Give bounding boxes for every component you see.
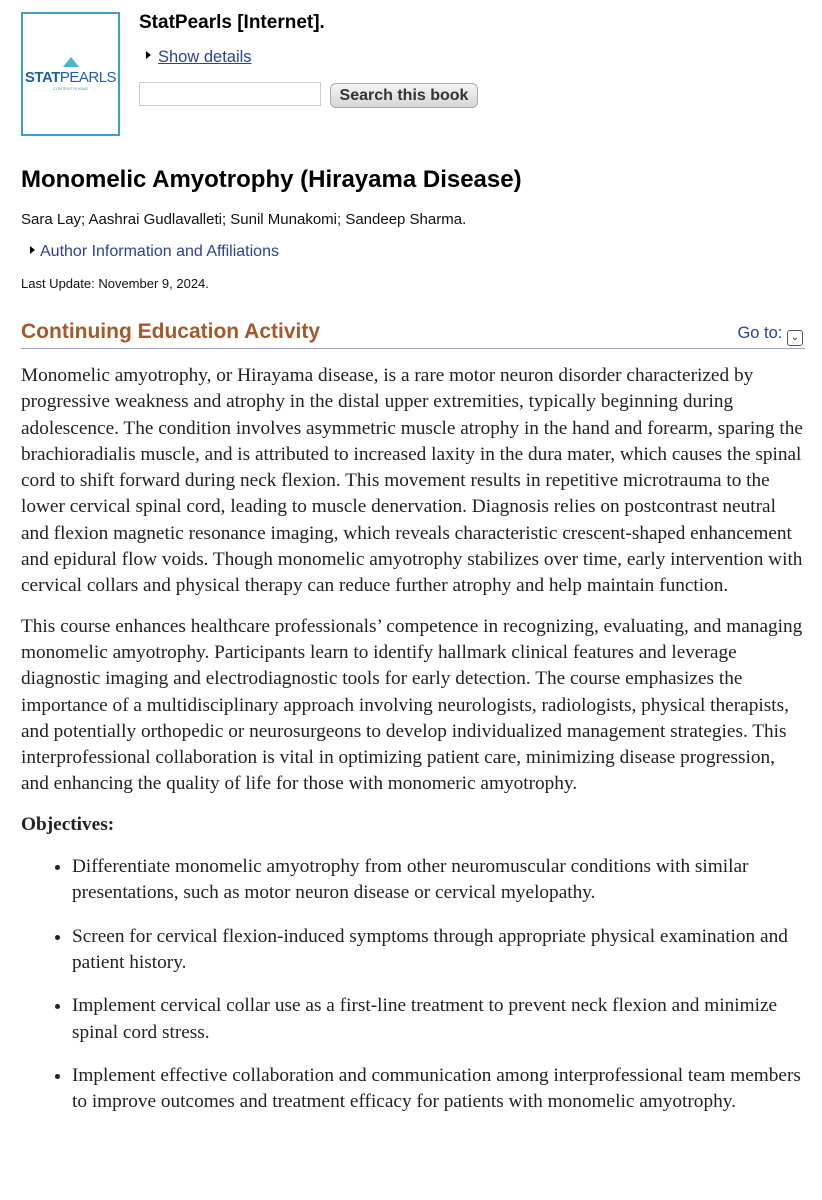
objectives-label: Objectives:: [21, 813, 115, 835]
show-details-toggle[interactable]: [146, 48, 252, 67]
objective-item: • Implement cervical collar use as a first-line treatment to prevent neck flexion and minimize spinal cord stress.: [72, 993, 806, 1046]
article-title: Monomelic Amyotrophy (Hirayama Disease): [21, 166, 522, 193]
objectives-list: [21, 854, 806, 1115]
disclosure-triangle-icon: [30, 246, 35, 254]
paragraph: Monomelic amyotrophy, or Hirayama disease, is a rare motor neuron disorder characterized by progressive weakness and atrophy in the distal upper extremities, typically beginning during adolescence. The condition involves asymmetric muscle atrophy in the hand and forearm, sparing the brachioradialis muscle, and is attributed to increased laxity in the dura mater, which causes the spinal cord to shift forward during neck flexion. This movement results in repetitive microtrauma to the lower cervical spinal cord, leading to muscle denervation. Diagnosis relies on postcontrast neutral and flexion magnetic resonance imaging, which reveals characteristic crescent-shaped enhancement and epidural flow voids. Though monomelic amyotrophy stabilizes over time, early intervention with cervical collars and physical therapy can reduce further atrophy and help maintain function.: [21, 365, 803, 597]
objective-item: • Differentiate monomelic amyotrophy from other neuromuscular conditions with similar presentations, such as motor neuron disease or cervical myelopathy.: [72, 854, 806, 907]
affiliations-toggle[interactable]: [30, 243, 279, 261]
search-book-button[interactable]: Search this book: [330, 83, 478, 108]
objective-item: • Implement effective collaboration and communication among interprofessional team members to improve outcomes and treatment efficacy for patients with monomelic amyotrophy.: [72, 1063, 806, 1116]
goto-label[interactable]: Go to:: [737, 324, 783, 342]
authors: Sara Lay; Aashrai Gudlavalleti; Sunil Munakomi; Sandeep Sharma.: [21, 211, 467, 228]
section-header: [21, 320, 805, 349]
search-book-input[interactable]: [139, 82, 321, 106]
goto-menu[interactable]: [737, 324, 803, 346]
show-details-link[interactable]: Show details: [158, 48, 252, 66]
book-cover-logo[interactable]: [21, 12, 120, 136]
chevron-down-icon[interactable]: ⌄: [787, 330, 803, 346]
logo-tagline: CONTENT IS KING: [52, 86, 89, 91]
last-update: Last Update: November 9, 2024.: [21, 276, 209, 291]
section-content: [21, 363, 806, 1132]
disclosure-triangle-icon: [146, 51, 151, 59]
objective-item: • Screen for cervical flexion-induced symptoms through appropriate physical examination and patient history.: [72, 924, 806, 977]
section-heading: Continuing Education Activity: [21, 320, 321, 343]
affiliations-link[interactable]: Author Information and Affiliations: [40, 243, 279, 260]
book-title: StatPearls [Internet].: [139, 12, 325, 33]
paragraph: This course enhances healthcare professionals’ competence in recognizing, evaluating, and managing monomelic amyotrophy. Participants learn to identify hallmark clinical features and leverage diagnostic imaging and electrodiagnostic tools for early detection. The course emphasizes the importance of a multidisciplinary approach involving neurologists, radiologists, physical therapists, and potentially orthopedic or neurosurgeons to develop individualized management strategies. This interprofessional collaboration is vital in optimizing patient care, minimizing disease progression, and enhancing the quality of life for those with monomeric amyotrophy.: [21, 615, 803, 795]
logo-text: STATPEARLS: [24, 69, 117, 86]
crown-icon: [63, 57, 79, 67]
